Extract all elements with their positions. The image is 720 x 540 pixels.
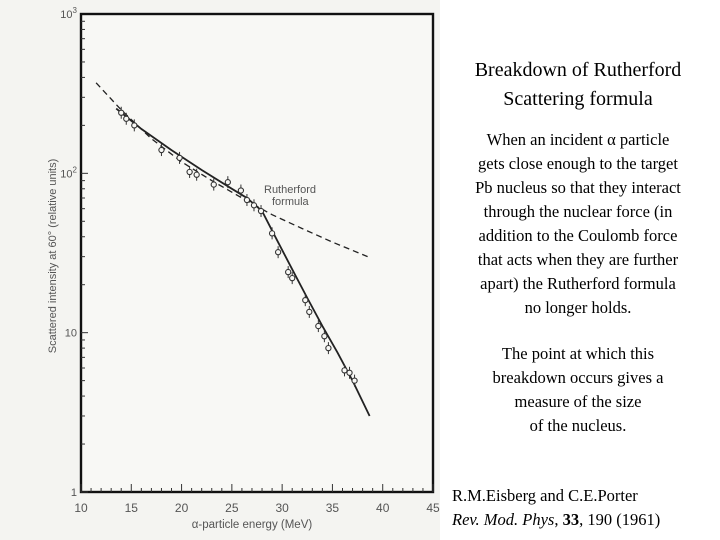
x-tick-label: 10 — [74, 501, 88, 515]
annotation-rutherford: Rutherford — [264, 184, 316, 196]
explanation-paragraph — [436, 128, 720, 320]
ref-rest: , 190 (1961) — [579, 510, 661, 529]
para1-line: apart) the Rutherford formula — [480, 274, 676, 293]
x-tick-label: 45 — [426, 501, 440, 515]
para2-line: The point at which this — [501, 344, 655, 363]
annotation-formula: formula — [272, 196, 309, 208]
plot-frame — [81, 14, 433, 492]
y-tick-label: $10^3$ — [60, 6, 77, 21]
panel-title — [436, 56, 720, 114]
para1-line: Pb nucleus so that they interact — [475, 178, 681, 197]
ref-citation — [452, 508, 720, 532]
para2-line: breakdown occurs gives a — [492, 368, 664, 387]
para1-line: gets close enough to the target — [478, 154, 678, 173]
x-axis-label: α-particle energy (MeV) — [191, 519, 313, 531]
y-tick-label: 10 — [64, 327, 77, 340]
para1-line: When an incident α particle — [486, 130, 670, 149]
para2-line: measure of the size — [514, 392, 642, 411]
para2-line: of the nucleus. — [529, 416, 627, 435]
y-axis-label: Scattered intensity at 60° (relative units) — [47, 158, 59, 354]
x-tick-label: 25 — [225, 501, 239, 515]
ref-authors: R.M.Eisberg and C.E.Porter — [452, 486, 638, 505]
reference — [436, 484, 720, 532]
para1-line: addition to the Coulomb force — [478, 226, 678, 245]
para1-line: no longer holds. — [524, 298, 632, 317]
size-paragraph — [436, 342, 720, 438]
y-tick-label: $10^2$ — [60, 165, 77, 181]
x-tick-label: 40 — [376, 501, 390, 515]
ref-journal: Rev. Mod. Phys — [452, 510, 555, 529]
ref-sep: , — [554, 510, 563, 529]
para1-line: that acts when they are further — [477, 250, 679, 269]
x-tick-label: 35 — [325, 501, 340, 515]
y-tick-label: 1 — [70, 487, 77, 499]
ref-volume: 33 — [562, 510, 580, 529]
title-line-1: Breakdown of Rutherford — [474, 59, 682, 81]
x-tick-label: 30 — [275, 501, 289, 515]
x-tick-label: 20 — [174, 501, 189, 515]
para1-line: through the nuclear force (in — [483, 202, 673, 221]
title-line-2: Scattering formula — [503, 88, 653, 110]
x-tick-label: 15 — [124, 501, 138, 515]
